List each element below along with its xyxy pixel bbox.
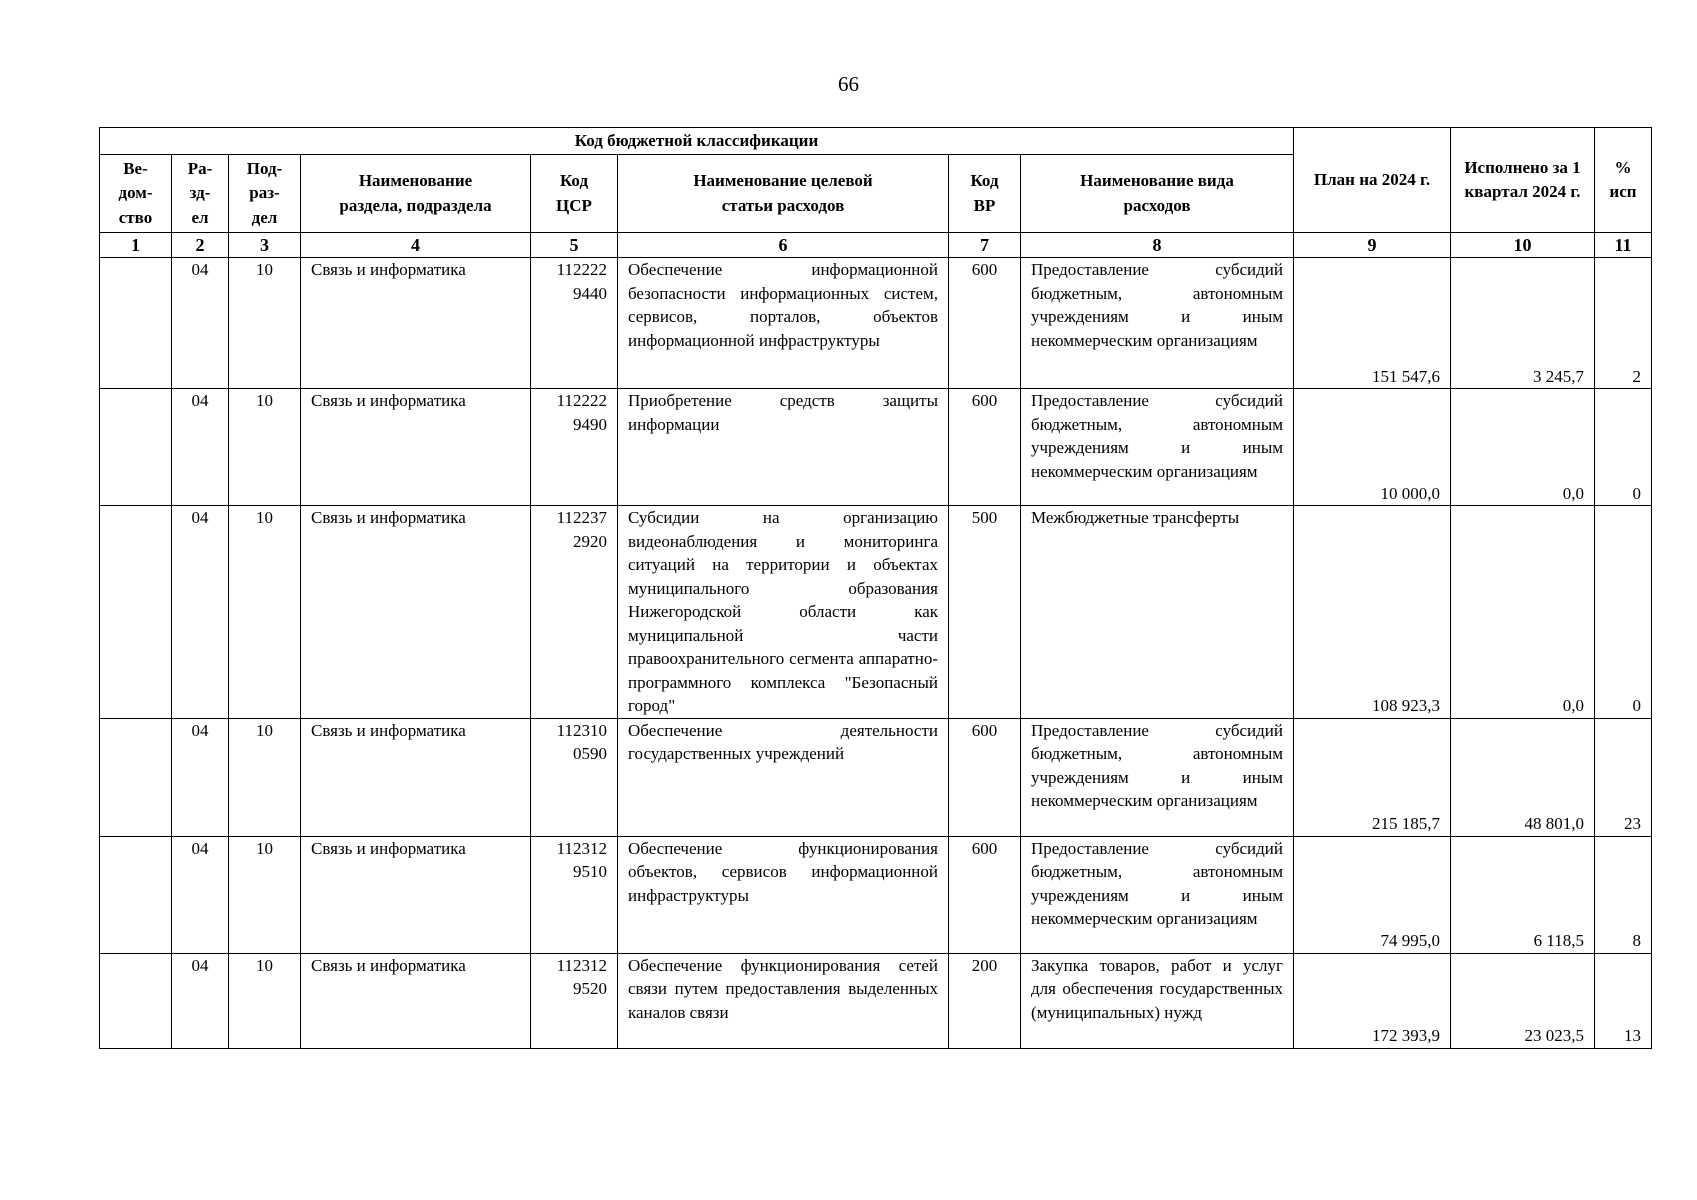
- cell-podrazdel: 10: [229, 389, 301, 506]
- cell-vr-name: Предоставление субсидий бюджетным, автономным учреждениям и иным некоммерческим организациям: [1021, 258, 1294, 389]
- cell-executed: 3 245,7: [1451, 258, 1595, 389]
- cell-podrazdel: 10: [229, 258, 301, 389]
- cell-plan: 172 393,9: [1294, 953, 1451, 1048]
- cell-percent: 23: [1595, 718, 1652, 836]
- header-kod-csr: Код ЦСР: [531, 155, 618, 233]
- cell-plan: 151 547,6: [1294, 258, 1451, 389]
- header-kod-vr: Код ВР: [949, 155, 1021, 233]
- cell-percent: 0: [1595, 506, 1652, 719]
- budget-table: [99, 127, 1652, 1049]
- cell-razdel: 04: [172, 258, 229, 389]
- cell-percent: 13: [1595, 953, 1652, 1048]
- cell-kod-csr: 112222 9440: [531, 258, 618, 389]
- cell-kod-csr: 112310 0590: [531, 718, 618, 836]
- cell-vr-name: Межбюджетные трансферты: [1021, 506, 1294, 719]
- table-row: [100, 506, 1652, 719]
- cell-kod-vr: 600: [949, 718, 1021, 836]
- cell-vr-name: Предоставление субсидий бюджетным, автономным учреждениям и иным некоммерческим организациям: [1021, 836, 1294, 953]
- cell-vedomstvo: [100, 258, 172, 389]
- header-plan: План на 2024 г.: [1294, 128, 1451, 233]
- header-razdel-name: Наименование раздела, подраздела: [301, 155, 531, 233]
- cell-executed: 0,0: [1451, 506, 1595, 719]
- cell-podrazdel: 10: [229, 506, 301, 719]
- cell-razdel: 04: [172, 718, 229, 836]
- cell-vedomstvo: [100, 506, 172, 719]
- header-podrazdel: Под- раз- дел: [229, 155, 301, 233]
- cell-vedomstvo: [100, 836, 172, 953]
- column-number: 11: [1595, 233, 1652, 258]
- cell-razdel: 04: [172, 953, 229, 1048]
- table-row: [100, 718, 1652, 836]
- table-row: [100, 258, 1652, 389]
- cell-plan: 10 000,0: [1294, 389, 1451, 506]
- table-header: [100, 128, 1652, 258]
- cell-kod-vr: 500: [949, 506, 1021, 719]
- header-vr-name: Наименование вида расходов: [1021, 155, 1294, 233]
- column-number: 10: [1451, 233, 1595, 258]
- cell-plan: 74 995,0: [1294, 836, 1451, 953]
- cell-podrazdel: 10: [229, 718, 301, 836]
- table-row: [100, 953, 1652, 1048]
- column-number-row: [100, 233, 1652, 258]
- cell-razdel-name: Связь и информатика: [301, 258, 531, 389]
- column-number: 3: [229, 233, 301, 258]
- cell-executed: 23 023,5: [1451, 953, 1595, 1048]
- cell-percent: 8: [1595, 836, 1652, 953]
- cell-razdel: 04: [172, 836, 229, 953]
- column-number: 2: [172, 233, 229, 258]
- cell-percent: 0: [1595, 389, 1652, 506]
- cell-csr-name: Субсидии на организацию видеонаблюдения и мониторинга ситуаций на территории и объектах муниципального образования Нижегородской области как муниципальной части правоохранительного сегмента аппаратно-программного комплекса "Безопасный город": [618, 506, 949, 719]
- cell-vedomstvo: [100, 389, 172, 506]
- cell-executed: 0,0: [1451, 389, 1595, 506]
- column-number: 9: [1294, 233, 1451, 258]
- cell-kod-vr: 600: [949, 389, 1021, 506]
- cell-kod-vr: 600: [949, 258, 1021, 389]
- table-row: [100, 836, 1652, 953]
- cell-kod-csr: 112312 9510: [531, 836, 618, 953]
- cell-podrazdel: 10: [229, 953, 301, 1048]
- cell-podrazdel: 10: [229, 836, 301, 953]
- cell-executed: 48 801,0: [1451, 718, 1595, 836]
- header-vedomstvo: Ве- дом- ство: [100, 155, 172, 233]
- cell-executed: 6 118,5: [1451, 836, 1595, 953]
- cell-csr-name: Обеспечение функционирования объектов, сервисов информационной инфраструктуры: [618, 836, 949, 953]
- cell-vr-name: Предоставление субсидий бюджетным, автономным учреждениям и иным некоммерческим организациям: [1021, 389, 1294, 506]
- cell-csr-name: Обеспечение деятельности государственных учреждений: [618, 718, 949, 836]
- cell-razdel-name: Связь и информатика: [301, 506, 531, 719]
- column-number: 4: [301, 233, 531, 258]
- cell-razdel-name: Связь и информатика: [301, 953, 531, 1048]
- column-number: 5: [531, 233, 618, 258]
- header-executed: Исполнено за 1 квартал 2024 г.: [1451, 128, 1595, 233]
- column-number: 1: [100, 233, 172, 258]
- cell-kod-vr: 600: [949, 836, 1021, 953]
- cell-plan: 108 923,3: [1294, 506, 1451, 719]
- cell-csr-name: Обеспечение функционирования сетей связи путем предоставления выделенных каналов связи: [618, 953, 949, 1048]
- cell-kod-vr: 200: [949, 953, 1021, 1048]
- cell-razdel: 04: [172, 506, 229, 719]
- table-body: [100, 258, 1652, 1049]
- cell-percent: 2: [1595, 258, 1652, 389]
- cell-plan: 215 185,7: [1294, 718, 1451, 836]
- table-row: [100, 389, 1652, 506]
- cell-razdel-name: Связь и информатика: [301, 389, 531, 506]
- column-number: 6: [618, 233, 949, 258]
- header-razdel: Ра- зд- ел: [172, 155, 229, 233]
- cell-vr-name: Закупка товаров, работ и услуг для обеспечения государственных (муниципальных) нужд: [1021, 953, 1294, 1048]
- cell-vedomstvo: [100, 718, 172, 836]
- cell-vedomstvo: [100, 953, 172, 1048]
- column-number: 7: [949, 233, 1021, 258]
- cell-kod-csr: 112222 9490: [531, 389, 618, 506]
- header-csr-name: Наименование целевой статьи расходов: [618, 155, 949, 233]
- cell-csr-name: Приобретение средств защиты информации: [618, 389, 949, 506]
- header-budget-classification: Код бюджетной классификации: [100, 128, 1294, 155]
- cell-csr-name: Обеспечение информационной безопасности информационных систем, сервисов, порталов, объектов информационной инфраструктуры: [618, 258, 949, 389]
- cell-razdel-name: Связь и информатика: [301, 836, 531, 953]
- cell-razdel: 04: [172, 389, 229, 506]
- page-number: 66: [838, 72, 859, 96]
- cell-kod-csr: 112237 2920: [531, 506, 618, 719]
- cell-vr-name: Предоставление субсидий бюджетным, автономным учреждениям и иным некоммерческим организациям: [1021, 718, 1294, 836]
- header-percent: % исп: [1595, 128, 1652, 233]
- cell-razdel-name: Связь и информатика: [301, 718, 531, 836]
- column-number: 8: [1021, 233, 1294, 258]
- cell-kod-csr: 112312 9520: [531, 953, 618, 1048]
